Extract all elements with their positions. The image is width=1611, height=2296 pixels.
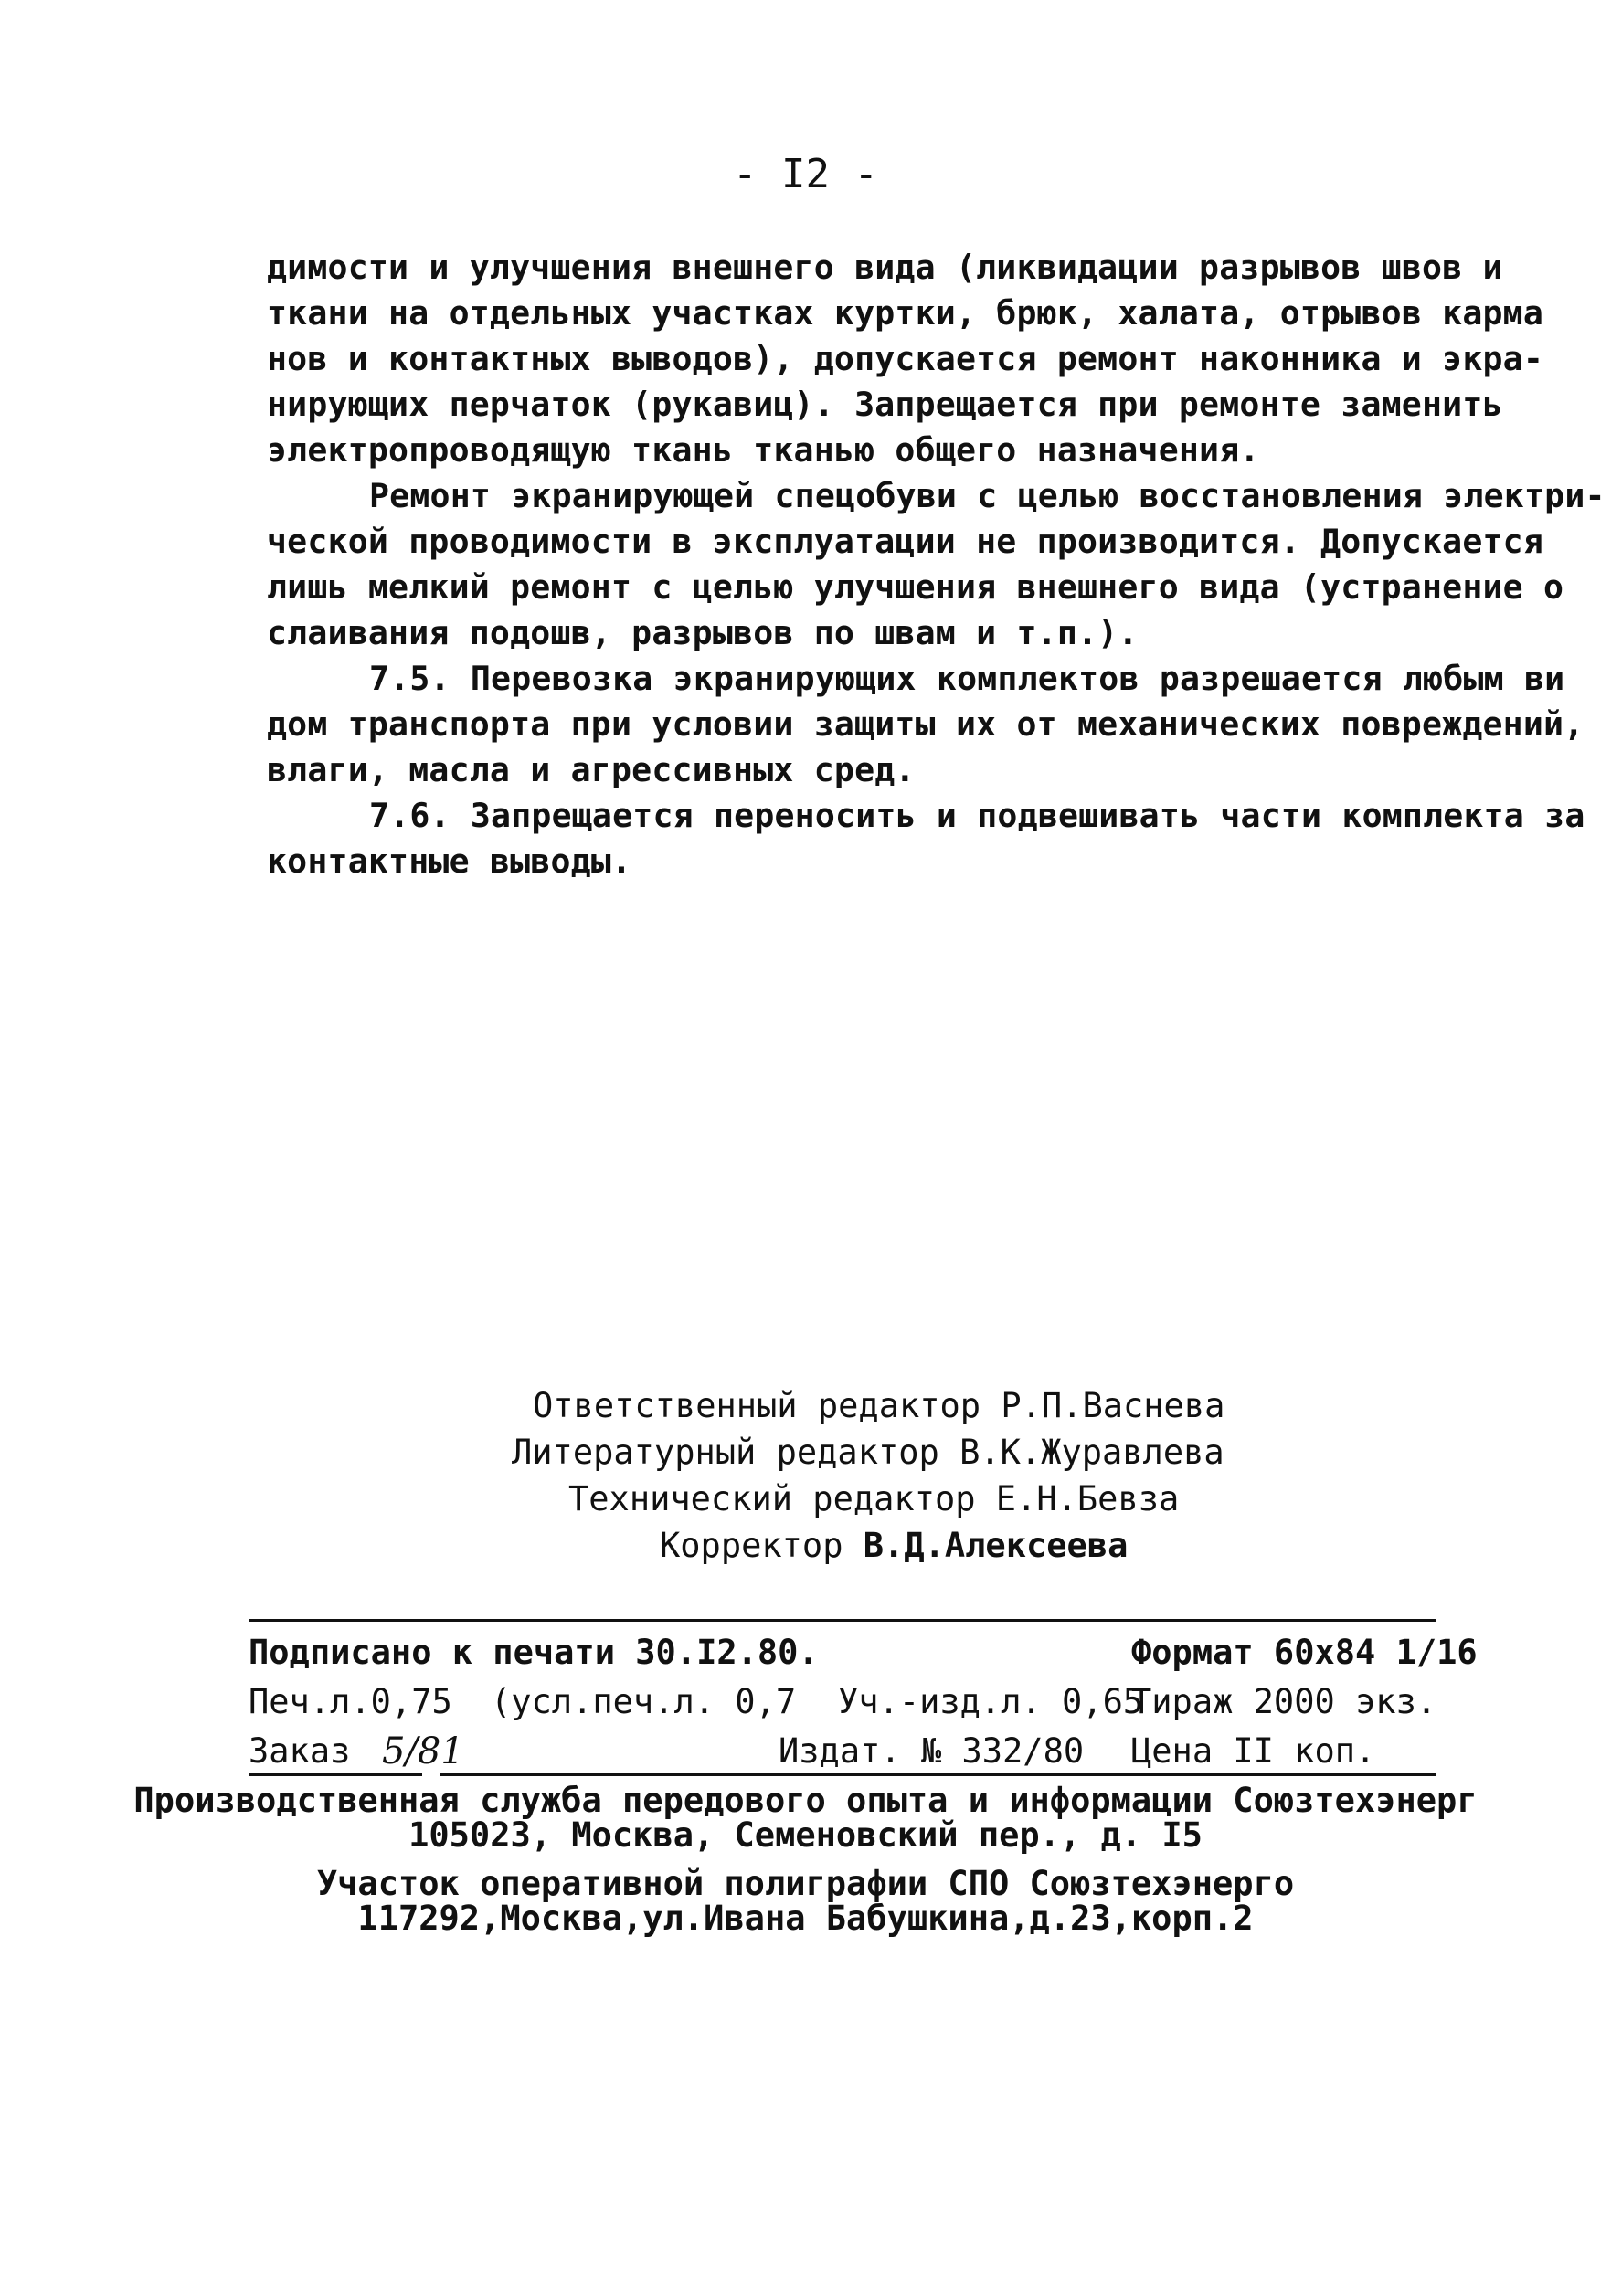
producer-name: Производственная служба передового опыта и информации Союзтехэнерг (133, 1781, 1478, 1820)
printer-info (0, 1864, 1611, 1938)
order-number: 5/81 (382, 1730, 464, 1772)
editorial-credits (0, 1382, 1611, 1569)
price: Цена II коп. (1131, 1731, 1376, 1771)
proofreader (0, 1522, 1611, 1569)
publishing-sheets: Уч.-изд.л. 0,65 (838, 1682, 1144, 1721)
body-line: контактные выводы. (267, 841, 632, 881)
literary-editor: Литературный редактор В.К.Журавлева (512, 1433, 1224, 1472)
conventional-sheets: (усл.печ.л. 0,7 (491, 1682, 797, 1721)
body-line: нирующих перчаток (рукавиц). Запрещается при ремонте заменить (267, 385, 1503, 424)
paper-format: Формат 60x84 1/16 (1131, 1633, 1478, 1672)
producer-address: 105023, Москва, Семеновский пер., д. I5 (408, 1815, 1203, 1855)
body-line: 7.6. Запрещается переносить и подвешивать части комплекта за (369, 796, 1585, 835)
page-number: - I2 - (733, 151, 878, 197)
order-label: Заказ (249, 1731, 351, 1771)
imprint-block (249, 1628, 1478, 1776)
publisher-number: Издат. № 332/80 (779, 1731, 1085, 1771)
body-line: нов и контактных выводов), допускается ремонт наконника и экра- (267, 339, 1544, 378)
imprint-bottom-rule-left (249, 1773, 422, 1776)
body-line: слаивания подошв, разрывов по швам и т.п.). (267, 613, 1139, 652)
proofreader-role: Корректор (660, 1526, 843, 1565)
body-line: 7.5. Перевозка экранирующих комплектов разрешается любым ви (369, 659, 1565, 698)
body-text (267, 245, 1606, 884)
technical-editor: Технический редактор Е.Н.Бевза (568, 1479, 1180, 1518)
body-line: ткани на отдельных участках куртки, брюк, халата, отрывов карма (267, 293, 1544, 333)
producer-info (0, 1783, 1611, 1853)
imprint-row (249, 1628, 1478, 1677)
signed-for-print: Подписано к печати 30.I2.80. (249, 1633, 819, 1672)
print-sheets: Печ.л.0,75 (249, 1682, 452, 1721)
body-line: лишь мелкий ремонт с целью улучшения внешнего вида (устранение о (267, 567, 1564, 607)
imprint-row (249, 1727, 1464, 1776)
responsible-editor: Ответственный редактор Р.П.Васнева (533, 1386, 1225, 1425)
imprint-bottom-rule-right (440, 1773, 1436, 1776)
body-line: Ремонт экранирующей спецобуви с целью восстановления электри- (369, 476, 1606, 515)
imprint-top-rule (249, 1619, 1436, 1622)
print-run: Тираж 2000 экз. (1131, 1682, 1437, 1721)
printer-address: 117292,Москва,ул.Ивана Бабушкина,д.23,корп.2 (357, 1899, 1254, 1938)
body-line: электропроводящую ткань тканью общего назначения. (267, 430, 1260, 470)
body-line: влаги, масла и агрессивных сред. (267, 750, 916, 789)
proofreader-name: В.Д.Алексеева (863, 1526, 1129, 1565)
printer-name: Участок оперативной полиграфии СПО Союзтехэнерго (316, 1864, 1295, 1903)
body-line: димости и улучшения внешнего вида (ликвидации разрывов швов и (267, 248, 1503, 287)
body-line: дом транспорта при условии защиты их от механических повреждений, (267, 704, 1585, 744)
imprint-row (249, 1677, 1464, 1727)
body-line: ческой проводимости в эксплуатации не производится. Допускается (267, 522, 1544, 561)
